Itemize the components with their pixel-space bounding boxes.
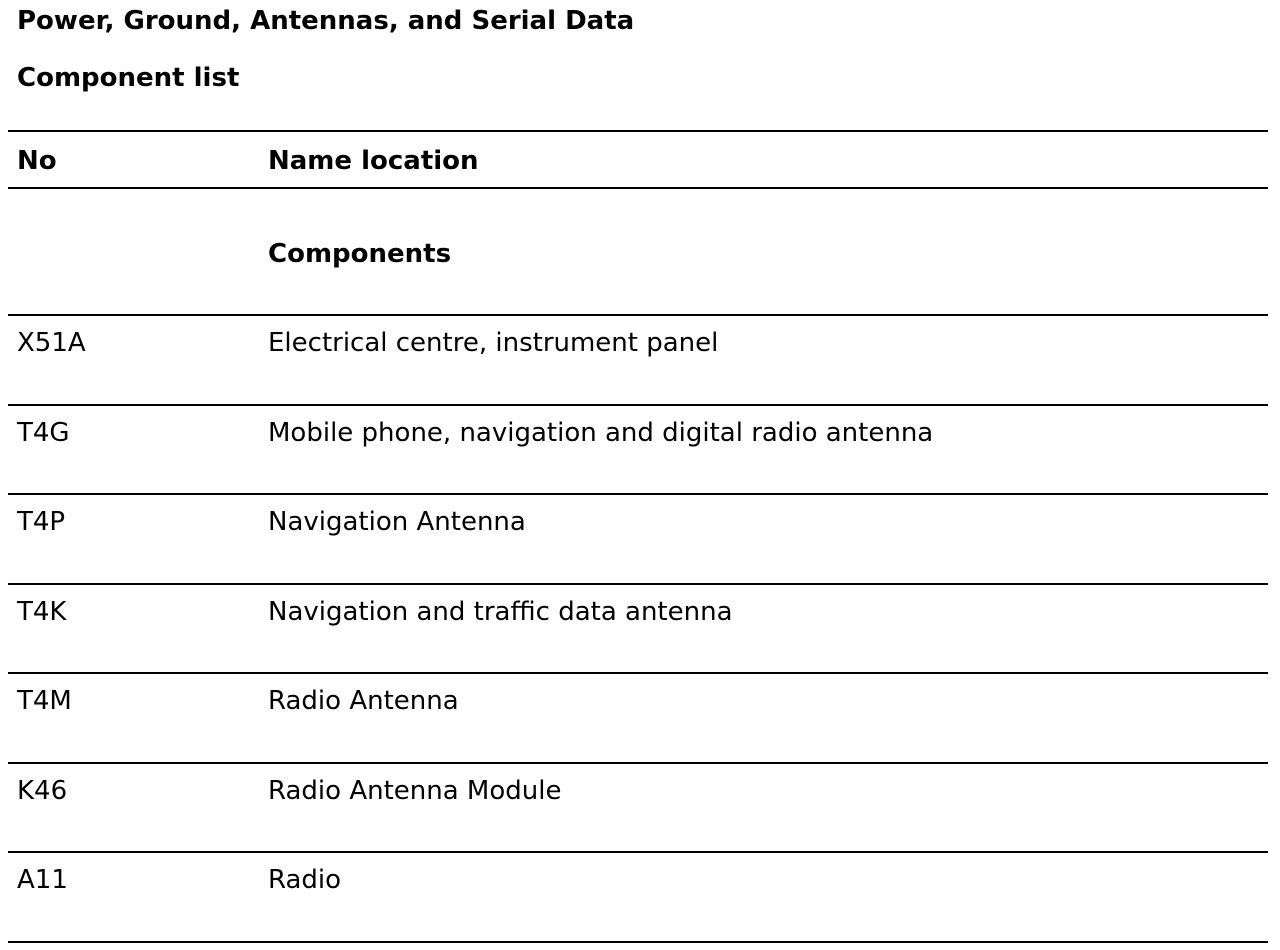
table-row (8, 316, 1268, 406)
page-title: Power, Ground, Antennas, and Serial Data (17, 6, 635, 36)
component-number: T4G (17, 417, 70, 448)
component-number: A11 (17, 865, 68, 895)
component-name: Radio (268, 865, 342, 895)
component-name: Mobile phone, navigation and digital radio antenna (268, 417, 934, 448)
component-number: T4P (17, 507, 66, 537)
table-row (8, 853, 1268, 943)
component-name: Navigation and traffic data antenna (268, 596, 733, 627)
component-number: X51A (17, 328, 86, 358)
section-heading: Component list (17, 63, 240, 93)
component-number: K46 (17, 775, 68, 806)
component-number: T4M (17, 686, 72, 716)
component-name: Radio Antenna (268, 686, 459, 716)
component-number: T4K (17, 596, 67, 627)
component-name: Radio Antenna Module (268, 775, 562, 806)
table-section-row (8, 189, 1268, 316)
component-name: Electrical centre, instrument panel (268, 328, 719, 358)
table-row (8, 764, 1268, 854)
table-header-row (8, 132, 1268, 189)
component-name: Navigation Antenna (268, 507, 526, 537)
table-row (8, 406, 1268, 496)
component-table (8, 130, 1268, 943)
section-label: Components (268, 239, 452, 269)
column-header-no: No (17, 146, 57, 176)
table-row (8, 495, 1268, 585)
table-row (8, 674, 1268, 764)
table-row (8, 585, 1268, 675)
column-header-name-location: Name location (268, 146, 479, 176)
